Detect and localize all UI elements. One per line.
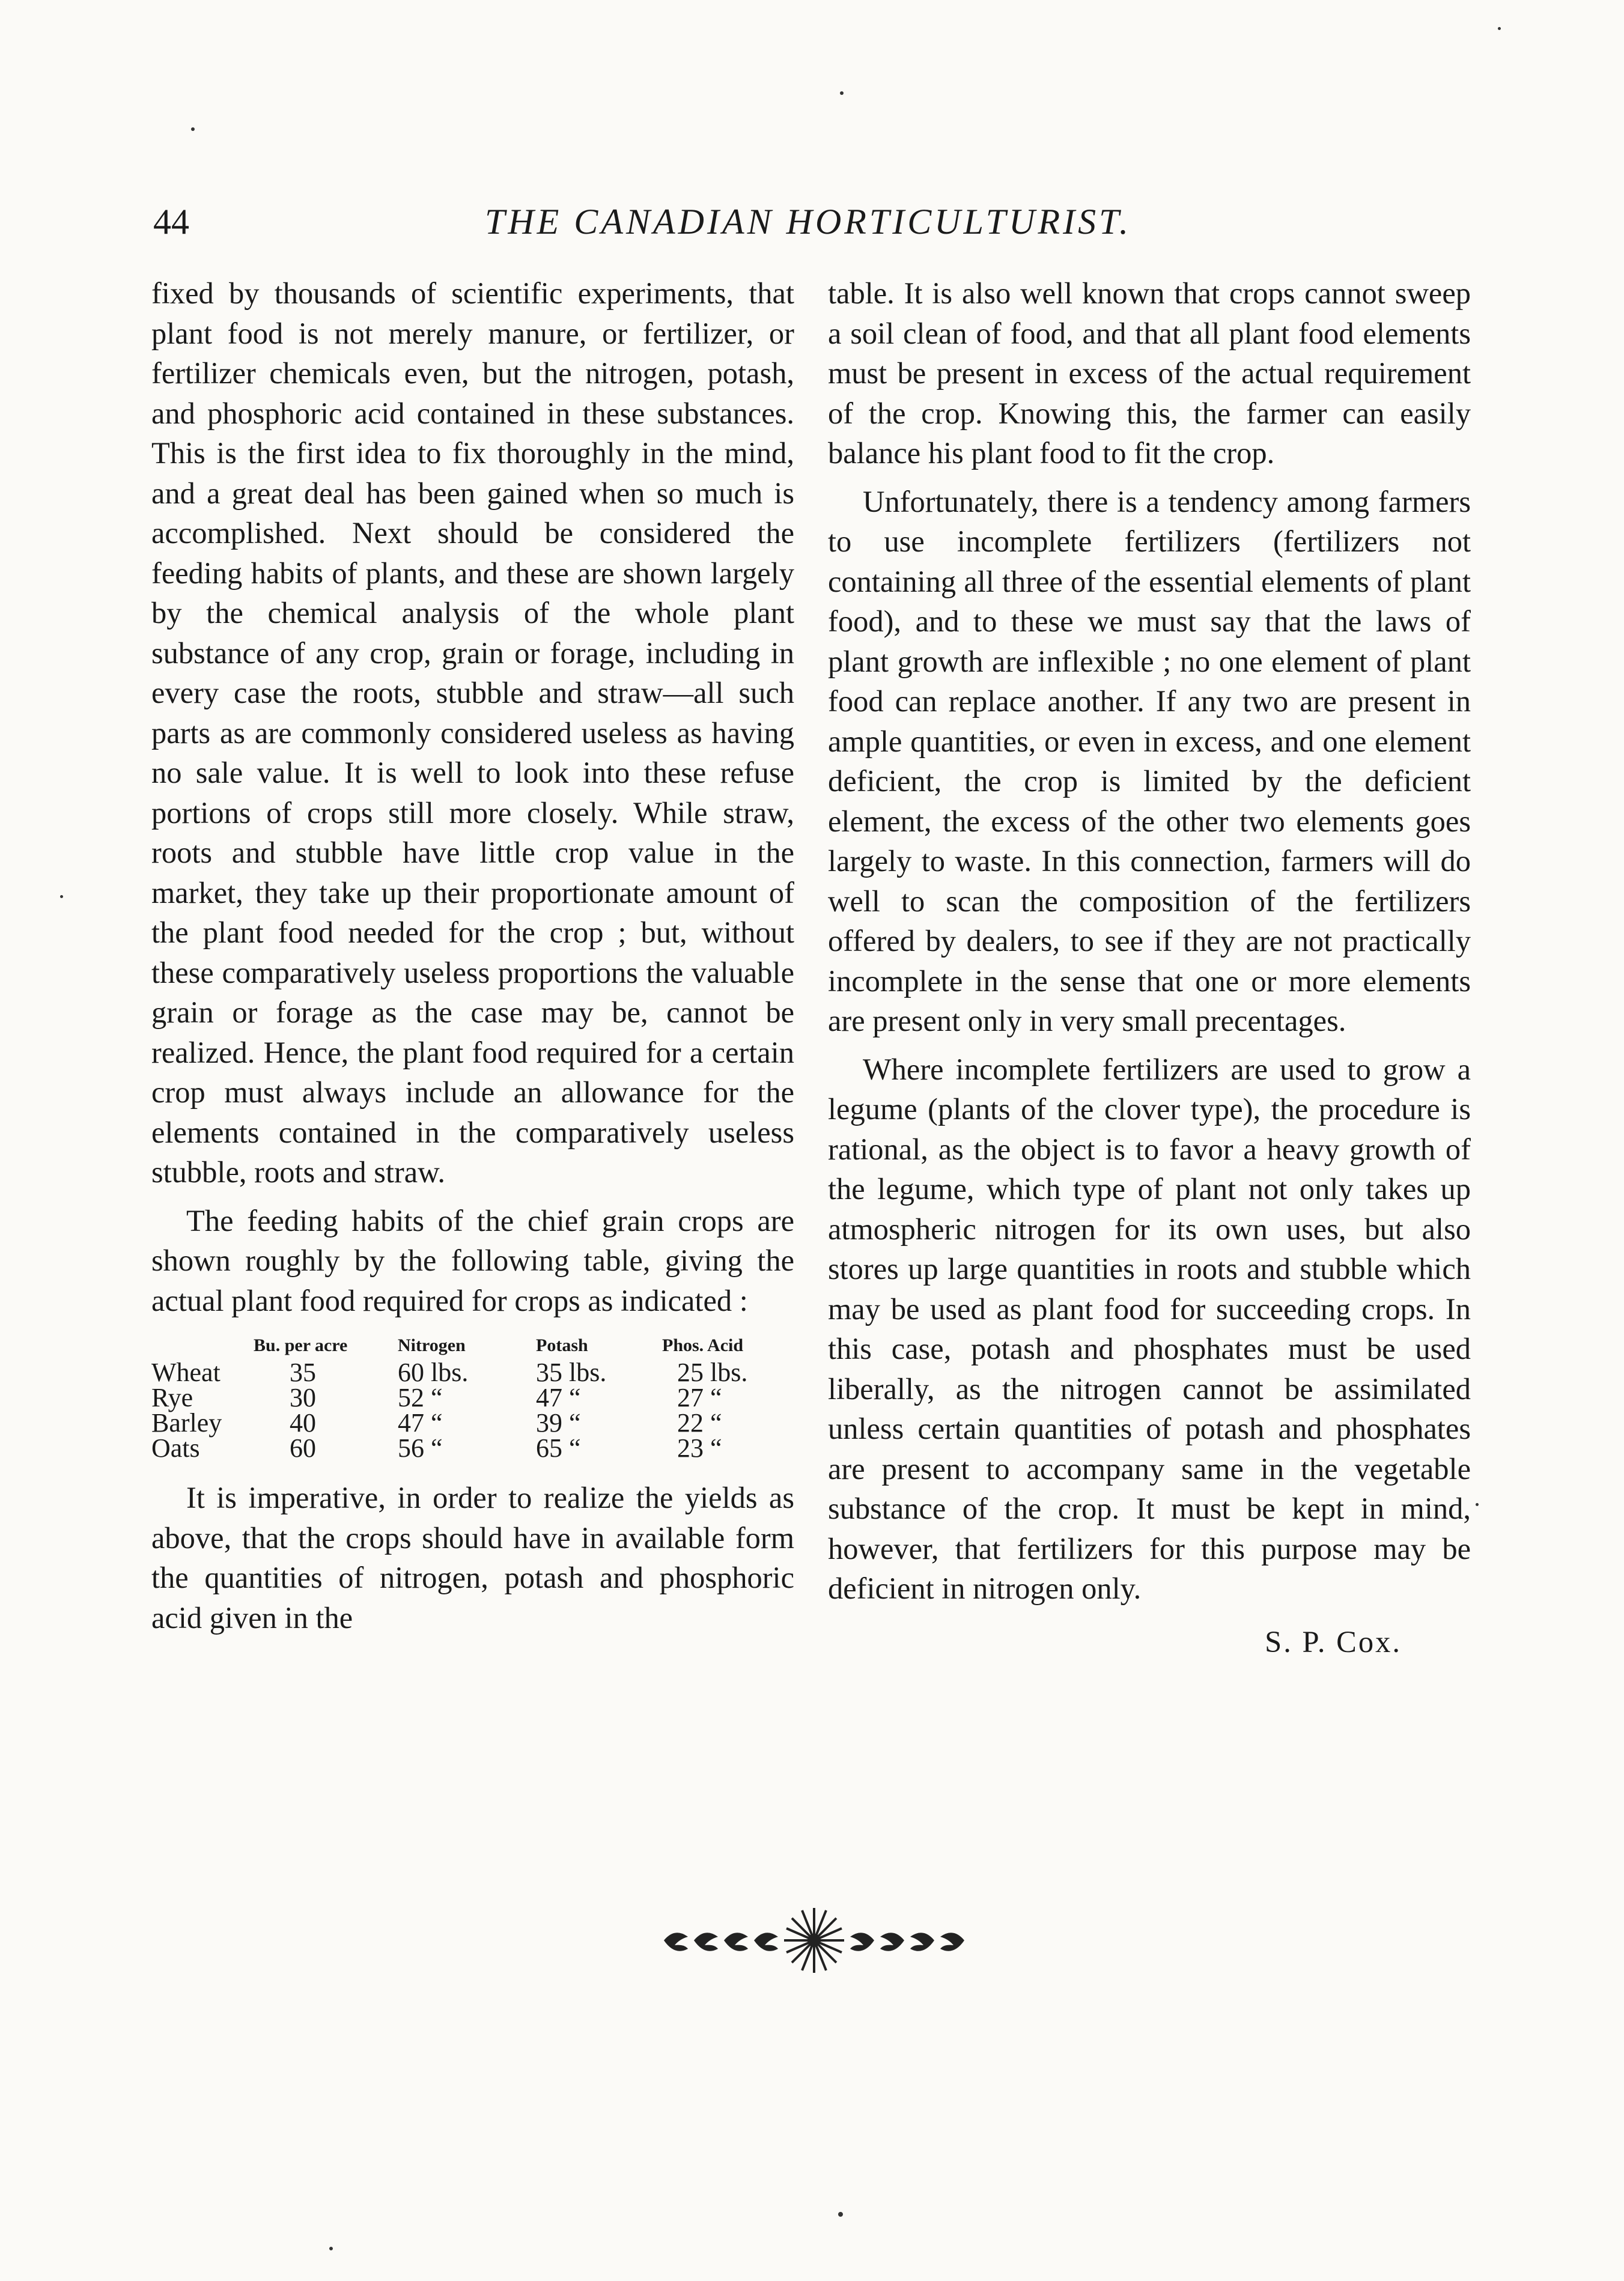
right-paragraph-2: Unfortunately, there is a tendency among farmers to use incomplete fertilizers (fertilizers not containing all three of the essential elements of plant food), and to these we must say that the laws of plant growth are inflexible ; no one element of plant food can replace another. If any two are present in ample quantities, or even in excess, and one element deficient, the crop is limited by the deficient element, the excess of the other two elements goes largely to waste. In this connection, farmers will do well to scan the composition of the fertilizers offered by dealers, to see if they are not practically incomplete in the sense that one or more elements are present only in very small precentages.	[828, 484, 1471, 1037]
left-paragraph-1: fixed by thousands of scientific experiments, that plant food is not merely manure, or fertilizer, or fertilizer chemicals even, but the nitrogen, potash, and phosphoric acid contained in these substances. This is the first idea to fix thoroughly in the mind, and a great deal has been gained when so much is accomplished. Next should be considered the feeding habits of plants, and these are shown largely by the chemical analysis of the whole plant substance of any crop, grain or forage, including in every case the roots, stubble and straw—all such parts as are commonly considered useless as having no sale value. It is well to look into these refuse portions of crops still more closely. While straw, roots and stubble have little crop value in the market, they take up their proportionate amount of the plant food needed for the crop ; but, without these comparatively useless proportions the valuable grain or forage as the case may be, cannot be realized. Hence, the plant food required for a certain crop must always include an allowance for the elements contained in the comparatively useless stubble, roots and straw.	[151, 276, 794, 1189]
right-column	[828, 273, 1471, 1662]
table-cell: 60 lbs.	[398, 1358, 469, 1387]
journal-title: THE CANADIAN HORTICULTURIST.	[484, 202, 1132, 241]
table-cell: 23 “	[677, 1433, 722, 1463]
table-cell: 60	[290, 1433, 316, 1463]
table-cell: Oats	[151, 1433, 200, 1463]
table-row	[151, 1436, 782, 1461]
crop-table-header: Phos. Acid	[662, 1335, 744, 1355]
crop-table-header: Bu. per acre	[254, 1335, 348, 1355]
table-row	[151, 1411, 782, 1436]
table-cell: 47 “	[536, 1383, 581, 1412]
scan-speck	[1476, 1503, 1479, 1506]
table-cell: 25 lbs.	[677, 1358, 748, 1387]
table-cell: 47 “	[398, 1408, 443, 1438]
table-cell: 27 “	[677, 1383, 722, 1412]
left-paragraph-3: It is imperative, in order to realize the yields as above, that the crops should have in available form the quantities of nitrogen, potash and phosphoric acid given in the	[151, 1481, 794, 1635]
table-cell: 52 “	[398, 1383, 443, 1412]
table-row	[151, 1385, 782, 1411]
scan-speck	[191, 127, 195, 131]
table-cell: 22 “	[677, 1408, 722, 1438]
table-cell: Wheat	[151, 1358, 220, 1387]
left-column	[151, 273, 794, 1638]
left-paragraph-2: The feeding habits of the chief grain crops are shown roughly by the following table, giving the actual plant food required for crops as indicated :	[151, 1203, 794, 1317]
table-cell: 65 “	[536, 1433, 581, 1463]
author-signature: S. P. Cox.	[1265, 1624, 1402, 1659]
crop-table-header	[151, 1334, 254, 1360]
table-cell: Rye	[151, 1383, 193, 1412]
crop-table-block	[151, 1334, 794, 1461]
scan-speck	[840, 91, 844, 95]
table-cell: 40	[290, 1408, 316, 1438]
scan-speck	[329, 2247, 333, 2250]
running-head	[153, 201, 1463, 255]
crop-table-header: Nitrogen	[398, 1335, 466, 1355]
table-cell: 35	[290, 1358, 316, 1387]
table-cell: 35 lbs.	[536, 1358, 607, 1387]
table-row	[151, 1360, 782, 1385]
right-paragraph-1: table. It is also well known that crops cannot sweep a soil clean of food, and that all plant food elements must be present in excess of the actual requirement of the crop. Knowing this, the farmer can easily balance his plant food to fit the crop.	[828, 276, 1471, 470]
floral-ornament-icon	[652, 1904, 976, 1976]
table-cell: 30	[290, 1383, 316, 1412]
right-paragraph-3: Where incomplete fertilizers are used to grow a legume (plants of the clover type), the procedure is rational, as the object is to favor a heavy growth of the legume, which type of plant not only takes up atmospheric nitrogen for its own uses, but also stores up large quantities in roots and stubble which may be used as plant food for succeeding crops. In this case, potash and phosphates must be used liberally, as the nitrogen cannot be assimilated unless certain quantities of potash and phosphates are present to accompany same in the vegetable substance of the crop. It must be kept in mind, however, that fertilizers for this purpose may be deficient in nitrogen only.	[828, 1052, 1471, 1605]
table-cell: 56 “	[398, 1433, 443, 1463]
table-cell: 39 “	[536, 1408, 581, 1438]
page-number: 44	[153, 202, 189, 241]
crop-table	[151, 1334, 782, 1461]
crop-table-header: Potash	[536, 1335, 588, 1355]
scan-speck	[1498, 27, 1501, 30]
scan-speck	[60, 895, 63, 898]
table-cell: Barley	[151, 1408, 222, 1438]
scan-speck	[838, 2212, 843, 2217]
crop-table-header-row	[151, 1334, 782, 1360]
